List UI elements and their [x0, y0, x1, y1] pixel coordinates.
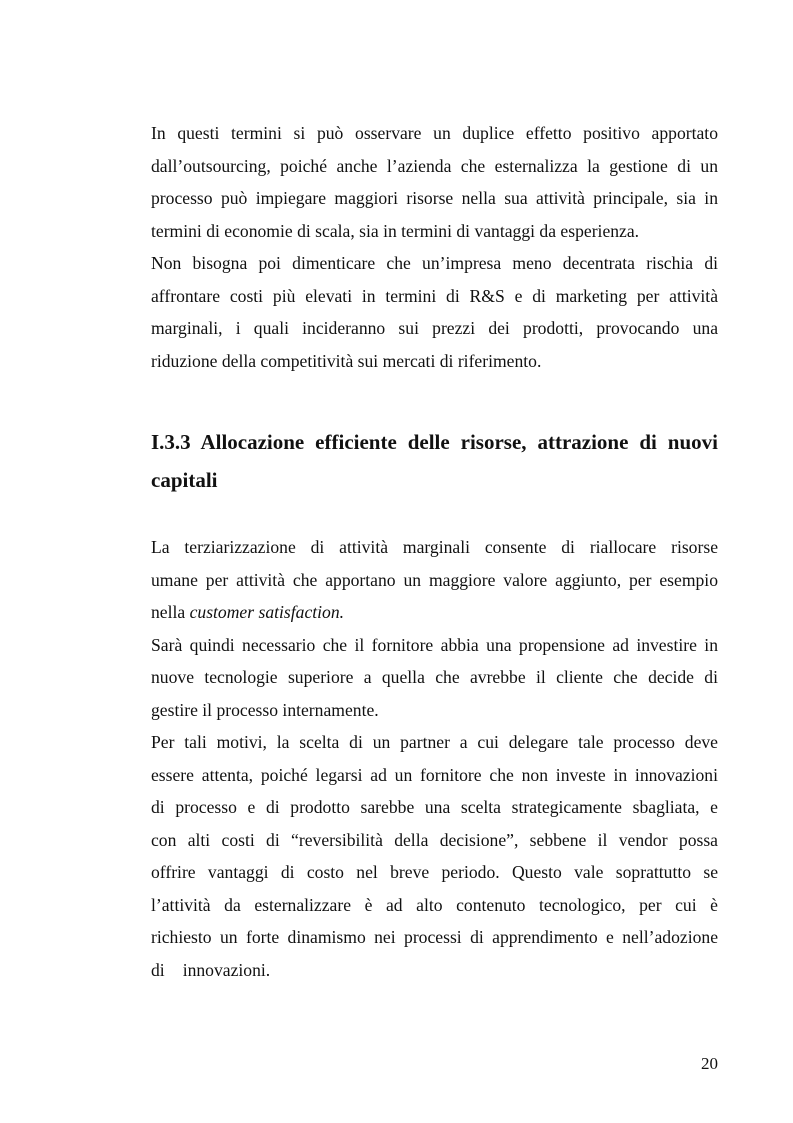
document-page — [151, 117, 718, 986]
text-line: offrire vantaggi di costo nel breve periodo. Questo vale soprattutto se — [151, 862, 718, 882]
text-line: l’attività da esternalizzare è ad alto contenuto tecnologico, per cui è — [151, 894, 718, 915]
text-line: Sarà quindi necessario che il fornitore abbia una propensione ad investire in — [151, 634, 718, 655]
text-line: Per tali motivi, la scelta di un partner a cui delegare tale processo deve — [151, 732, 718, 752]
paragraph-outsourcing-effect — [151, 117, 718, 247]
paragraph-tertiarization — [151, 531, 718, 629]
paragraph-supplier-investment — [151, 629, 718, 727]
text-line: gestire il processo internamente. — [151, 699, 379, 720]
page-number: 20 — [701, 1054, 718, 1073]
text-line: umane per attività che apportano un maggiore valore aggiunto, per esempio — [151, 569, 718, 590]
text-fragment: nella — [151, 602, 190, 622]
text-line: essere attenta, poiché legarsi ad un fornitore che non investe in innovazioni — [151, 764, 718, 785]
section-heading-line: capitali — [151, 468, 218, 492]
text-line: termini di economie di scala, sia in termini di vantaggi da esperienza. — [151, 220, 640, 241]
text-line: nuove tecnologie superiore a quella che avrebbe il cliente che decide di — [151, 667, 718, 687]
italic-term: customer satisfaction. — [189, 602, 345, 622]
text-line: In questi termini si può osservare un duplice effetto positivo apportato — [151, 123, 718, 143]
text-line — [151, 596, 718, 629]
text-line: La terziarizzazione di attività marginali consente di riallocare risorse — [151, 537, 718, 557]
text-line: Non bisogna poi dimenticare che un’impresa meno decentrata rischia di — [151, 253, 718, 273]
text-line: marginali, i quali incideranno sui prezzi dei prodotti, provocando una — [151, 318, 718, 338]
text-line: affrontare costi più elevati in termini di R&S e di marketing per attività — [151, 285, 718, 306]
text-fragment: di — [151, 959, 165, 980]
section-heading — [151, 423, 718, 499]
text-line: richiesto un forte dinamismo nei processi di apprendimento e nell’adozione — [151, 927, 718, 947]
text-line: riduzione della competitività sui mercati di riferimento. — [151, 350, 542, 371]
text-line: con alti costi di “reversibilità della decisione”, sebbene il vendor possa — [151, 829, 718, 850]
text-line: dall’outsourcing, poiché anche l’azienda che esternalizza la gestione di un — [151, 155, 718, 176]
text-line: di processo e di prodotto sarebbe una scelta strategicamente sbagliata, e — [151, 797, 718, 817]
paragraph-decentralization — [151, 247, 718, 377]
text-line — [151, 954, 718, 987]
text-line: processo può impiegare maggiori risorse nella sua attività principale, sia in — [151, 188, 718, 208]
text-fragment: innovazioni. — [182, 959, 271, 980]
section-heading-line: I.3.3 Allocazione efficiente delle risorse, attrazione di nuovi — [151, 430, 718, 454]
paragraph-partner-choice — [151, 726, 718, 986]
